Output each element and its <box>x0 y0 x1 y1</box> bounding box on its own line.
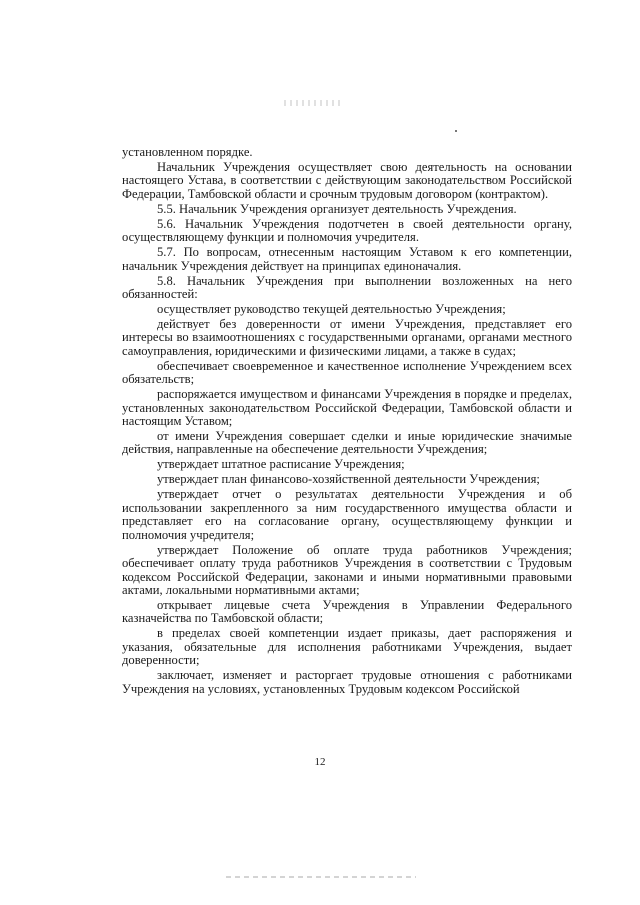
document-body <box>122 146 572 698</box>
paragraph-14: утверждает отчет о результатах деятельности Учреждения и об использовании закрепленного за ним государственного имущества области и представляет его на согласование органу, осуществляющему функции и полномочия учредителя; <box>122 487 572 542</box>
paragraph-10: распоряжается имуществом и финансами Учреждения в порядке и пределах, установленных законодательством Российской Федерации, Тамбовской области и настоящим Уставом; <box>122 387 572 429</box>
page-number: 12 <box>314 756 326 768</box>
paragraph-3: 5.5. Начальник Учреждения организует деятельность Учреждения. <box>157 201 517 216</box>
paragraph-12: утверждает штатное расписание Учреждения; <box>157 457 405 472</box>
paragraph-6: 5.8. Начальник Учреждения при выполнении возложенных на него обязанностей: <box>122 273 572 302</box>
paragraph-15: утверждает Положение об оплате труда работников Учреждения; обеспечивает оплату труда работников Учреждения в соответствии с Трудовым кодексом Российской Федерации, законами и иными нормативными правовыми актами, локальными нормативными актами; <box>122 542 572 597</box>
paragraph-17: в пределах своей компетенции издает приказы, дает распоряжения и указания, обязательные для исполнения работниками Учреждения, выдает доверенности; <box>122 626 572 668</box>
paragraph-1: установленном порядке. <box>122 145 253 159</box>
paragraph-5: 5.7. По вопросам, отнесенным настоящим Уставом к его компетенции, начальник Учреждения действует на принципах единоначалия. <box>122 245 572 273</box>
paragraph-7: осуществляет руководство текущей деятельностью Учреждения; <box>157 302 506 317</box>
paragraph-16: открывает лицевые счета Учреждения в Управлении Федерального казначейства по Тамбовской области; <box>122 597 572 626</box>
scan-noise <box>284 100 344 106</box>
paragraph-9: обеспечивает своевременное и качественное исполнение Учреждением всех обязательств; <box>122 358 572 387</box>
paragraph-2: Начальник Учреждения осуществляет свою деятельность на основании настоящего Устава, в соответствии с действующим законодательством Российской Федерации, Тамбовской области и срочным трудовым договором (контрактом). <box>122 160 572 201</box>
scan-noise-dot <box>455 130 457 132</box>
paragraph-18: заключает, изменяет и расторгает трудовые отношения с работниками Учреждения на условиях, установленных Трудовым кодексом Российской <box>122 668 572 696</box>
paragraph-4: 5.6. Начальник Учреждения подотчетен в своей деятельности органу, осуществляющему функции и полномочия учредителя. <box>122 216 572 245</box>
paragraph-8: действует без доверенности от имени Учреждения, представляет его интересы во взаимоотношениях с государственными органами, органами местного самоуправления, юридическими и физическими лицами, а также в судах; <box>122 317 572 358</box>
paragraph-11: от имени Учреждения совершает сделки и иные юридические значимые действия, направленные на обеспечение деятельности Учреждения; <box>122 429 572 457</box>
scan-bottom-edge <box>226 876 416 878</box>
paragraph-13: утверждает план финансово-хозяйственной деятельности Учреждения; <box>157 472 540 487</box>
